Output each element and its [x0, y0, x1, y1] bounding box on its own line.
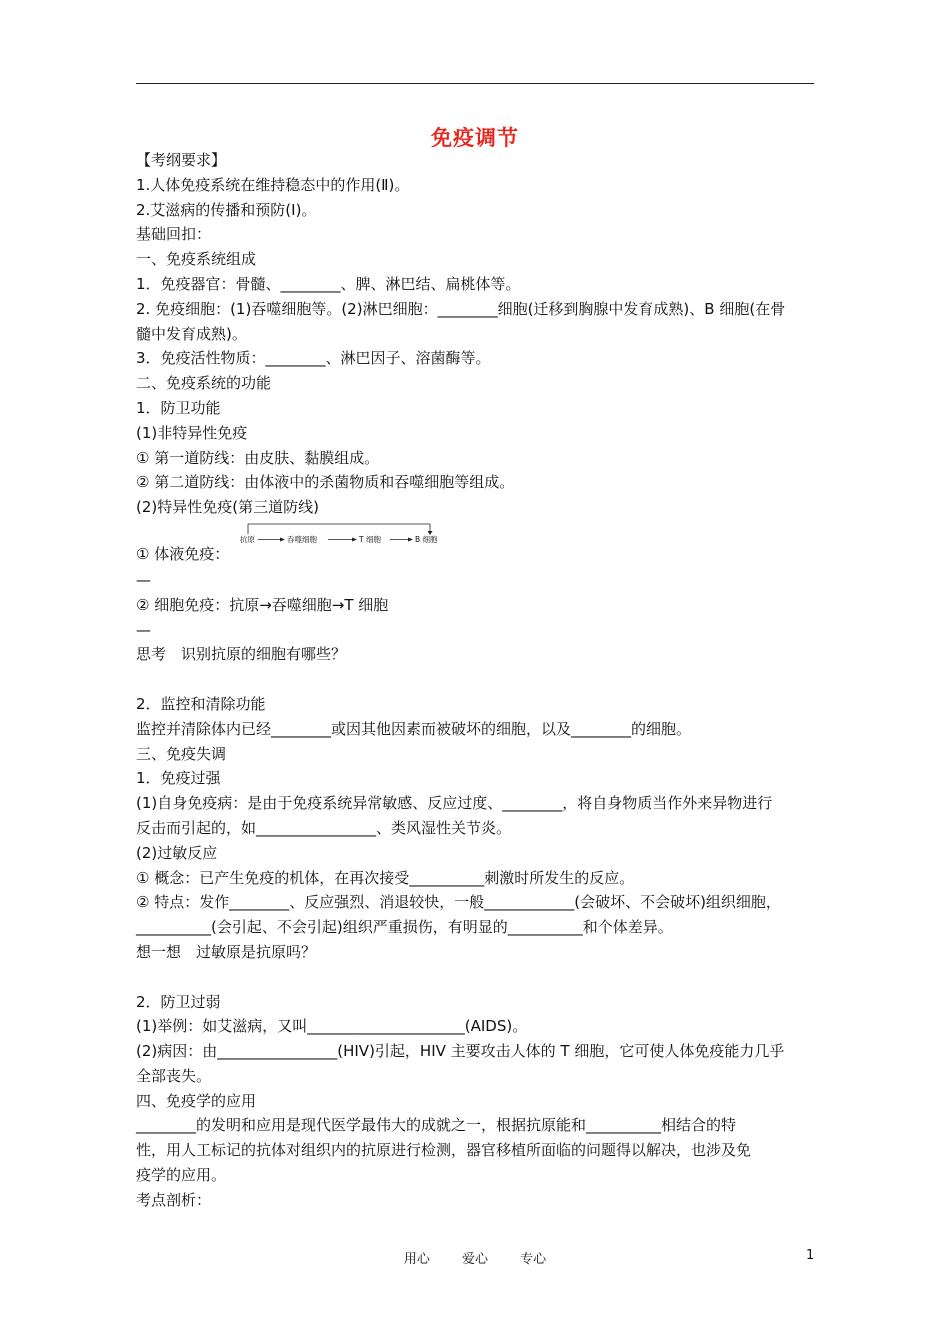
text-line: __________(会引起、不会引起)组织严重损伤，有明显的__________和个体差异。	[136, 918, 673, 937]
text-line: (1)举例：如艾滋病，又叫_____________________(AIDS)。	[136, 1017, 528, 1036]
text-line: (2)特异性免疫(第三道防线)	[136, 498, 319, 517]
flow-node-b-cell: B 细胞	[415, 534, 438, 544]
blank-gap-2	[136, 965, 816, 990]
page-title: 免疫调节	[431, 126, 519, 150]
text-line: 2.艾滋病的传播和预防(Ⅰ)。	[136, 200, 317, 219]
text-line: 2．监控和清除功能	[136, 694, 266, 713]
flow-node-phagocyte: 吞噬细胞	[287, 534, 317, 544]
text-line: (2)过敏反应	[136, 843, 218, 862]
cellular-immunity-line: ② 细胞免疫：抗原→吞噬细胞→T 细胞	[136, 595, 389, 614]
flow-arrowhead-1	[280, 537, 285, 541]
humoral-immunity-diagram	[240, 520, 440, 550]
text-line: 1．免疫器官：骨髓、________、脾、淋巴结、扁桃体等。	[136, 274, 521, 293]
text-line: 反击而引起的，如________________、类风湿性关节炎。	[136, 818, 512, 837]
flow-arrowhead-2	[352, 537, 357, 541]
think-question: 思考 识别抗原的细胞有哪些？	[136, 645, 347, 664]
text-line: (2)病因：由________________(HIV)引起，HIV 主要攻击人体的 T 细胞，它可使人体免疫能力几乎	[136, 1042, 785, 1061]
text-line: 全部丧失。	[136, 1066, 212, 1085]
text-line: ① 概念：已产生免疫的机体，在再次接受__________刺激时所发生的反应。	[136, 868, 635, 887]
text-line: 三、免疫失调	[136, 744, 227, 763]
flow-node-t-cell: T 细胞	[359, 534, 381, 544]
document-body	[136, 148, 816, 1213]
header-rule	[136, 83, 814, 84]
text-line: 1.人体免疫系统在维持稳态中的作用(Ⅱ)。	[136, 175, 410, 194]
page-number: 1	[806, 1248, 815, 1263]
text-line: ① 第一道防线：由皮肤、黏膜组成。	[136, 448, 380, 467]
text-line: 二、免疫系统的功能	[136, 374, 272, 393]
footer-text-3: 专心	[520, 1252, 547, 1267]
text-line: 监控并清除体内已经________或因其他因素而被破坏的细胞，以及________的细胞。	[136, 719, 692, 738]
text-line: ② 特点：发作________、反应强烈、消退较快，一般____________(会破坏、不会破坏)组织细胞，	[136, 893, 781, 912]
section-weak-defense-and-applications	[136, 990, 816, 1213]
humoral-immunity-label: ① 体液免疫：	[136, 544, 230, 563]
text-line: 想一想 过敏原是抗原吗？	[136, 942, 317, 961]
humoral-immunity-row	[136, 520, 816, 568]
text-line: 【考纲要求】	[136, 151, 227, 169]
blank-gap-1	[136, 667, 816, 692]
text-line: 基础回扣：	[136, 225, 212, 244]
text-line: 考点剖析：	[136, 1190, 212, 1209]
flow-arrowhead-3	[408, 537, 413, 541]
text-line: (1)非特异性免疫	[136, 423, 248, 442]
text-line: (1)自身免疫病：是由于免疫系统异常敏感、反应过度、________，将自身物质当作外来异物进行	[136, 794, 773, 813]
section-monitoring-and-disorders	[136, 692, 816, 965]
text-line: 髓中发育成熟)。	[136, 324, 247, 343]
text-line: 1．免疫过强	[136, 769, 221, 788]
footer-text-2: 爱心	[461, 1252, 488, 1267]
text-line: 2. 免疫细胞：(1)吞噬细胞等。(2)淋巴细胞：________细胞(迁移到胸腺中发育成熟)、B 细胞(在骨	[136, 299, 786, 318]
text-line: 一、免疫系统组成	[136, 250, 257, 269]
text-line: 3．免疫活性物质：________、淋巴因子、溶菌酶等。	[136, 349, 491, 368]
text-line: ② 第二道防线：由体液中的杀菌物质和吞噬细胞等组成。	[136, 473, 515, 492]
dash-line-1: —	[136, 570, 151, 589]
dash-line-2: —	[136, 620, 151, 639]
text-line: ________的发明和应用是现代医学最伟大的成就之一，根据抗原能和__________相结合的特	[136, 1116, 737, 1135]
text-line: 四、免疫学的应用	[136, 1091, 257, 1110]
text-line: 2．防卫过弱	[136, 992, 221, 1011]
text-line: 疫学的应用。	[136, 1166, 227, 1185]
section-basics	[136, 148, 816, 520]
text-line: 1．防卫功能	[136, 398, 221, 417]
text-line: 性，用人工标记的抗体对组织内的抗原进行检测，器官移植所面临的问题得以解决，也涉及免	[136, 1141, 752, 1160]
footer-text-1: 用心	[403, 1252, 430, 1267]
humoral-flow-svg	[240, 520, 440, 550]
flow-node-antigen: 抗原	[240, 534, 255, 544]
